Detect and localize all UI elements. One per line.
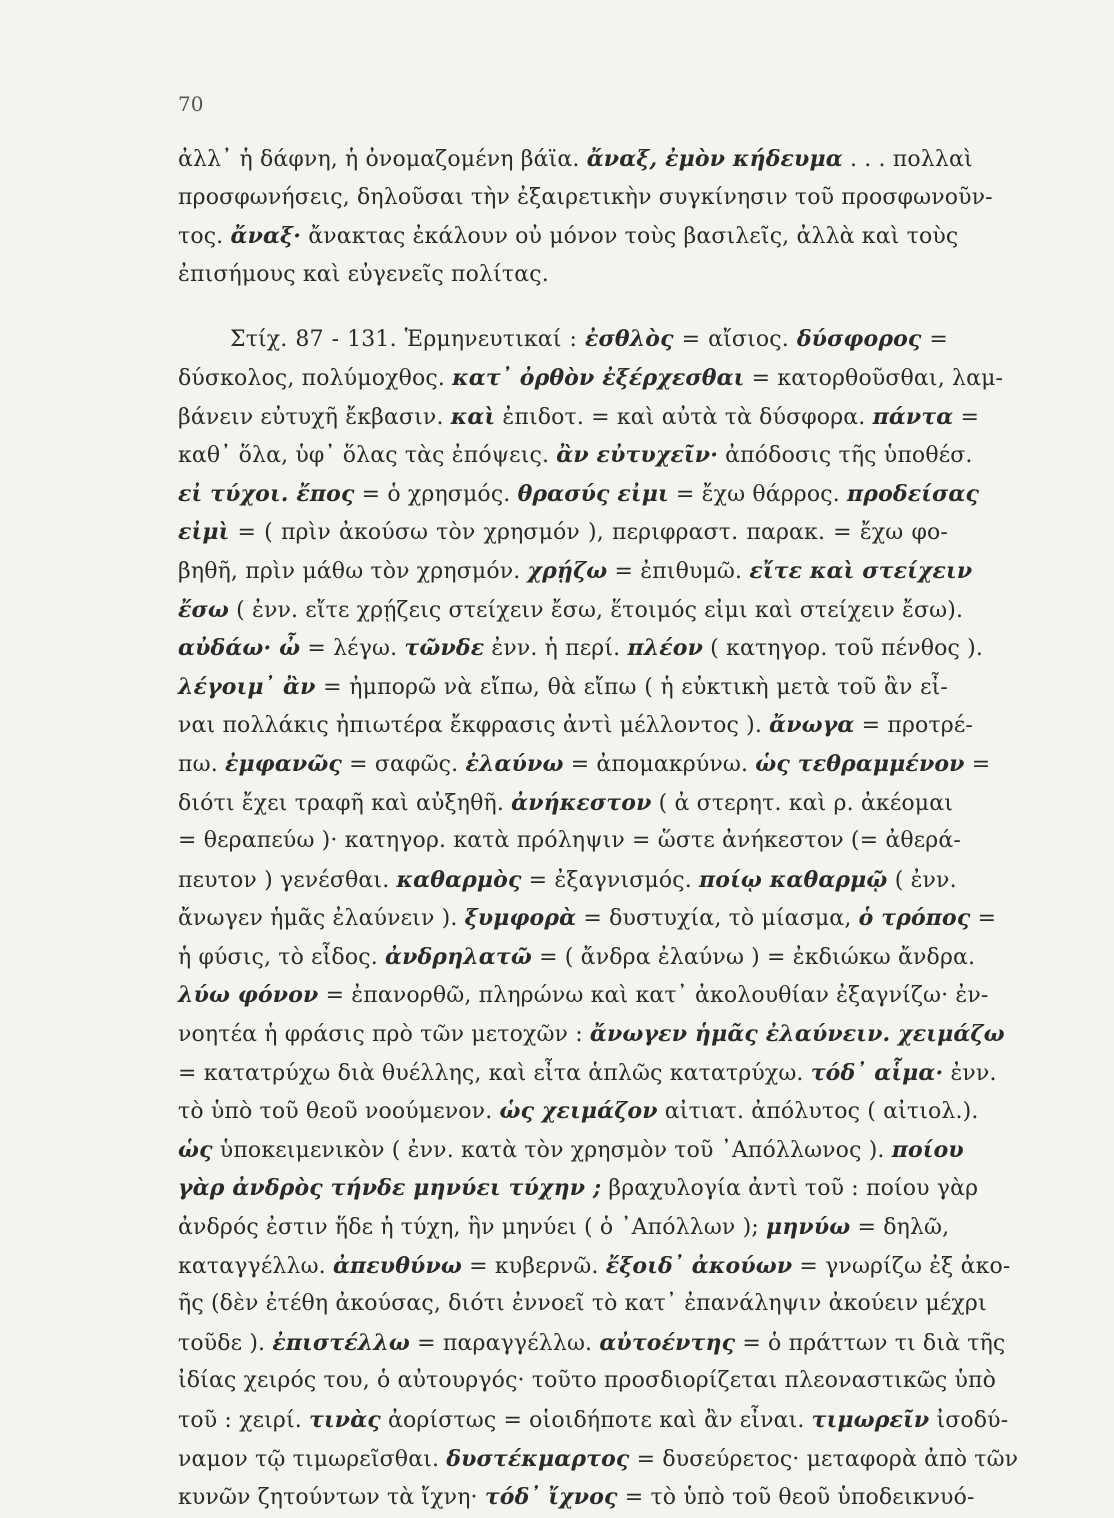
- gloss-text: = κυβερνῶ.: [461, 1253, 606, 1279]
- gloss-text: ἰδίας χειρός του, ὁ αὐτουργός· τοῦτο προσδιορίζεται πλεοναστικῶς ὑπὸ: [178, 1368, 997, 1394]
- text-line: [178, 1362, 997, 1401]
- lemma-term: ἐλαύνω: [465, 750, 564, 777]
- gloss-text: προσφωνήσεις, δηλοῦσαι τὴν ἐξαιρετικὴν συγκίνησιν τοῦ προσφωνοῦν-: [178, 184, 993, 210]
- text-line: [178, 822, 961, 861]
- lemma-term: τόδ᾿ ἴχνος: [484, 1484, 618, 1511]
- gloss-text: βάνειν εὐτυχῆ ἔκβασιν.: [178, 404, 451, 430]
- gloss-text: ἀλλ᾿ ἡ δάφνη, ἡ ὀνομαζομένη βάϊα.: [178, 147, 587, 172]
- lemma-term: καὶ: [450, 403, 496, 430]
- lemma-term: λύω φόνον: [178, 982, 319, 1009]
- gloss-text: = ( ἄνδρα ἐλαύνω ) = ἐκδιώκω ἄνδρα.: [531, 944, 976, 970]
- lemma-term: ὡς: [178, 1136, 213, 1163]
- text-line: [178, 861, 957, 900]
- text-line: [178, 1285, 987, 1324]
- gloss-text: =: [921, 327, 948, 353]
- gloss-text: = δηλῶ,: [850, 1215, 950, 1241]
- gloss-text: τοῦδε ).: [178, 1330, 273, 1356]
- gloss-text: ναμον τῷ τιμωρεῖσθαι.: [178, 1446, 447, 1472]
- text-line: [178, 629, 984, 668]
- text-line: [178, 140, 973, 179]
- lemma-term: κατ᾿ ὀρθὸν ἐξέρχεσθαι: [452, 364, 745, 391]
- gloss-text: πω.: [178, 751, 225, 777]
- lemma-term: λέγοιμ᾿ ἂν: [178, 673, 316, 700]
- gloss-text: = ἀπομακρύνω.: [563, 751, 756, 777]
- gloss-text: = δυστυχία, τὸ μίασμα,: [576, 906, 859, 932]
- text-line: [178, 1478, 975, 1517]
- text-line: [178, 1324, 1006, 1363]
- commentary-text: [178, 140, 1019, 1517]
- gloss-text: ῆς (δὲν ἐτέθη ἀκούσας, διότι ἐννοεῖ τὸ κατ᾿ ἐπανάληψιν ἀκούειν μέχρι: [178, 1291, 987, 1317]
- gloss-text: = ἐπανορθῶ, πληρώνω καὶ κατ᾿ ἀκολουθίαν ἐξαγνίζω· ἐν-: [318, 983, 989, 1009]
- gloss-text: ὑποκειμενικὸν ( ἐνν. κατὰ τὸν χρησμὸν τοῦ ᾿Απόλλωνος ).: [212, 1137, 892, 1163]
- gloss-text: = θεραπεύω )· κατηγορ. κατὰ πρόληψιν = ὥστε ἀνήκεστον (= ἀθερά-: [178, 828, 961, 854]
- lemma-term: ξυμφορὰ: [464, 905, 577, 932]
- lemma-term: δύσφορος: [796, 326, 922, 353]
- gloss-text: ἄνακτας ἐκάλουν οὐ μόνον τοὺς βασιλεῖς, ἀλλὰ καὶ τοὺς: [301, 224, 959, 250]
- gloss-text: =: [964, 751, 991, 777]
- text-line: [178, 256, 948, 295]
- gloss-text: καθ᾿ ὅλα, ὑφ᾿ ὅλας τὰς ἐπόψεις.: [178, 443, 557, 469]
- text-line: [178, 217, 959, 256]
- paragraph-gap: [178, 294, 948, 320]
- lemma-term: δυστέκμαρτος: [446, 1445, 630, 1472]
- lemma-term: εἰμὶ: [178, 519, 230, 546]
- gloss-text: τὸ ὑπὸ τοῦ θεοῦ νοούμενον.: [178, 1099, 500, 1125]
- text-line: [178, 436, 973, 475]
- gloss-text: = σαφῶς.: [341, 751, 466, 777]
- text-line: [178, 899, 997, 938]
- gloss-text: = δυσεύρετος· μεταφορὰ ἀπὸ τῶν: [629, 1446, 1019, 1472]
- text-line: [178, 320, 948, 359]
- text-line: [178, 359, 1004, 398]
- lemma-term: προδείσας: [847, 480, 980, 507]
- page-number: 70: [178, 92, 204, 116]
- text-line: [178, 513, 948, 552]
- lemma-term: ὡς τεθραμμένον: [755, 750, 965, 777]
- gloss-text: = ἔχω θάρρος.: [668, 481, 848, 507]
- gloss-text: δύσκολος, πολύμοχθος.: [178, 365, 453, 391]
- lemma-term: πάντα: [872, 403, 954, 430]
- gloss-text: ἰσοδύ-: [929, 1408, 1009, 1433]
- gloss-text: = ἠμπορῶ νὰ εἴπω, θὰ εἴπω ( ἡ εὐκτικὴ μετὰ τοῦ ἂν εἶ-: [315, 674, 948, 700]
- text-line: [178, 1401, 1009, 1440]
- lemma-term: αὐτοέντης: [599, 1329, 736, 1356]
- gloss-text: Στίχ. 87 - 131. Ἑρμηνευτικαί :: [230, 327, 585, 353]
- lemma-term: εἰ τύχοι. ἔπος: [178, 480, 355, 507]
- text-line: [178, 1169, 979, 1208]
- gloss-text: =: [953, 404, 980, 430]
- gloss-text: ἡ φύσις, τὸ εἶδος.: [178, 944, 385, 970]
- gloss-text: ἐνν. ἡ περί.: [484, 636, 628, 662]
- lemma-term: χρῄζω: [527, 557, 608, 584]
- lemma-term: τιμωρεῖν: [811, 1407, 930, 1433]
- gloss-text: = κατατρύχω διὰ θυέλλης, καὶ εἶτα ἁπλῶς κατατρύχω.: [178, 1060, 811, 1086]
- lemma-term: ἄναξ·: [230, 223, 302, 250]
- text-line: [178, 1092, 979, 1131]
- text-line: [178, 591, 964, 630]
- lemma-term: ἀπευθύνω: [332, 1252, 462, 1279]
- gloss-text: = ὁ πράττων τι διὰ τῆς: [735, 1330, 1006, 1356]
- lemma-term: γὰρ ἀνδρὸς τήνδε μηνύει τύχην ;: [178, 1175, 602, 1202]
- gloss-text: τοῦ : χειρί.: [178, 1408, 310, 1433]
- gloss-text: = αἴσιος.: [673, 327, 797, 353]
- lemma-term: τόδ᾿ αἷμα·: [810, 1059, 944, 1086]
- text-line: [178, 745, 991, 784]
- text-line: [178, 668, 948, 707]
- gloss-text: = γνωρίζω ἐξ ἀκο-: [792, 1253, 1011, 1279]
- text-line: [178, 179, 993, 218]
- lemma-term: ἐσθλὸς: [585, 326, 674, 353]
- lemma-term: ὡς χειμάζον: [499, 1098, 658, 1125]
- text-line: [178, 475, 980, 514]
- gloss-text: = ἐξαγνισμός.: [521, 867, 699, 893]
- gloss-text: αἰτιατ. ἀπόλυτος ( αἰτιολ.).: [657, 1099, 979, 1125]
- gloss-text: βηθῆ, πρὶν μάθω τὸν χρησμόν.: [178, 558, 528, 584]
- lemma-term: ποίου: [891, 1136, 964, 1163]
- lemma-term: ἔσω: [178, 596, 229, 623]
- lemma-term: τινὰς: [309, 1407, 381, 1433]
- gloss-text: = προτρέ-: [854, 713, 973, 739]
- lemma-term: ποίῳ καθαρμῷ: [699, 866, 888, 893]
- gloss-text: ἄνωγεν ἡμᾶς ἐλαύνειν ).: [178, 906, 465, 932]
- gloss-text: = παραγγέλλω.: [410, 1330, 600, 1356]
- gloss-text: ( ἐνν. εἴτε χρῄζεις στείχειν ἔσω, ἕτοιμός εἰμι καὶ στείχειν ἔσω).: [229, 597, 964, 623]
- gloss-text: ἀπόδοσις τῆς ὑποθέσ.: [718, 443, 973, 469]
- gloss-text: νοητέα ἡ φράσις πρὸ τῶν μετοχῶν :: [178, 1022, 590, 1048]
- lemma-term: θρασύς εἰμι: [517, 480, 669, 507]
- gloss-text: = ὁ χρησμός.: [354, 481, 518, 507]
- text-line: [178, 1440, 1019, 1479]
- text-line: [178, 1208, 948, 1247]
- lemma-term: τῶνδε: [404, 635, 485, 662]
- lemma-term: μηνύω: [766, 1214, 851, 1241]
- lemma-term: ἂν εὐτυχεῖν·: [556, 442, 719, 469]
- gloss-text: = ( πρὶν ἀκούσω τὸν χρησμόν ), περιφραστ. παρακ. = ἔχω φο-: [229, 520, 948, 546]
- lemma-term: ἀνδρηλατῶ: [384, 943, 532, 970]
- gloss-text: = τὸ ὑπὸ τοῦ θεοῦ ὑποδεικνυό-: [617, 1485, 975, 1511]
- gloss-text: ἀορίστως = οἱοιδήποτε καὶ ἂν εἶναι.: [380, 1408, 812, 1433]
- lemma-term: αὐδάω· ὦ: [178, 635, 301, 662]
- gloss-text: καταγγέλλω.: [178, 1253, 333, 1279]
- text-line: [178, 938, 976, 977]
- gloss-text: ( ἐνν.: [887, 867, 957, 893]
- gloss-text: = ἐπιθυμῶ.: [607, 558, 750, 584]
- text-line: [178, 976, 989, 1015]
- gloss-text: τος.: [178, 224, 231, 250]
- gloss-text: πευτον ) γενέσθαι.: [178, 867, 397, 893]
- text-line: [178, 1054, 997, 1093]
- lemma-term: ἀνήκεστον: [511, 789, 652, 816]
- text-line: [178, 1131, 964, 1170]
- lemma-term: ἄναξ, ἐμὸν κήδευμα: [586, 146, 843, 172]
- text-line: [178, 398, 980, 437]
- text-line: [178, 552, 973, 591]
- gloss-text: ἐπισήμους καὶ εὐγενεῖς πολίτας.: [178, 261, 549, 287]
- lemma-term: εἴτε καὶ στείχειν: [749, 557, 973, 584]
- lemma-term: ἔξοιδ᾿ ἀκούων: [605, 1252, 793, 1279]
- lemma-term: ἐπιστέλλω: [272, 1329, 411, 1356]
- lemma-term: ἄνωγεν ἡμᾶς ἐλαύνειν. χειμάζω: [589, 1021, 1005, 1048]
- lemma-term: ἄνωγα: [769, 712, 855, 739]
- gloss-text: ἐνν.: [943, 1060, 997, 1086]
- text-line: [178, 784, 954, 823]
- gloss-text: ἐπιδοτ. = καὶ αὐτὰ τὰ δύσφορα.: [495, 404, 873, 430]
- text-line: [178, 706, 973, 745]
- text-line: [178, 1015, 1005, 1054]
- lemma-term: ἐμφανῶς: [225, 750, 342, 777]
- lemma-term: πλέον: [627, 635, 704, 662]
- gloss-text: . . . πολλαὶ: [842, 147, 973, 172]
- gloss-text: = λέγω.: [300, 636, 405, 662]
- gloss-text: κυνῶν ζητούντων τὰ ἴχνη·: [178, 1485, 485, 1511]
- gloss-text: = κατορθοῦσθαι, λαμ-: [744, 365, 1004, 391]
- text-line: [178, 1247, 1011, 1286]
- gloss-text: ἀνδρός ἐστιν ἥδε ἡ τύχη, ἣν μηνύει ( ὁ ᾿Απόλλων );: [178, 1215, 767, 1241]
- lemma-term: ὁ τρόπος: [858, 905, 971, 932]
- gloss-text: ( κατηγορ. τοῦ πένθος ).: [703, 636, 984, 662]
- gloss-text: ( ἀ στερητ. καὶ ρ. ἀκέομαι: [651, 790, 954, 816]
- gloss-text: βραχυλογία ἀντὶ τοῦ : ποίου γὰρ: [601, 1176, 979, 1202]
- lemma-term: καθαρμὸς: [396, 866, 522, 893]
- gloss-text: =: [970, 906, 997, 932]
- gloss-text: διότι ἔχει τραφῆ καὶ αὐξηθῆ.: [178, 790, 512, 816]
- gloss-text: ναι πολλάκις ἠπιωτέρα ἔκφρασις ἀντὶ μέλλοντος ).: [178, 713, 770, 739]
